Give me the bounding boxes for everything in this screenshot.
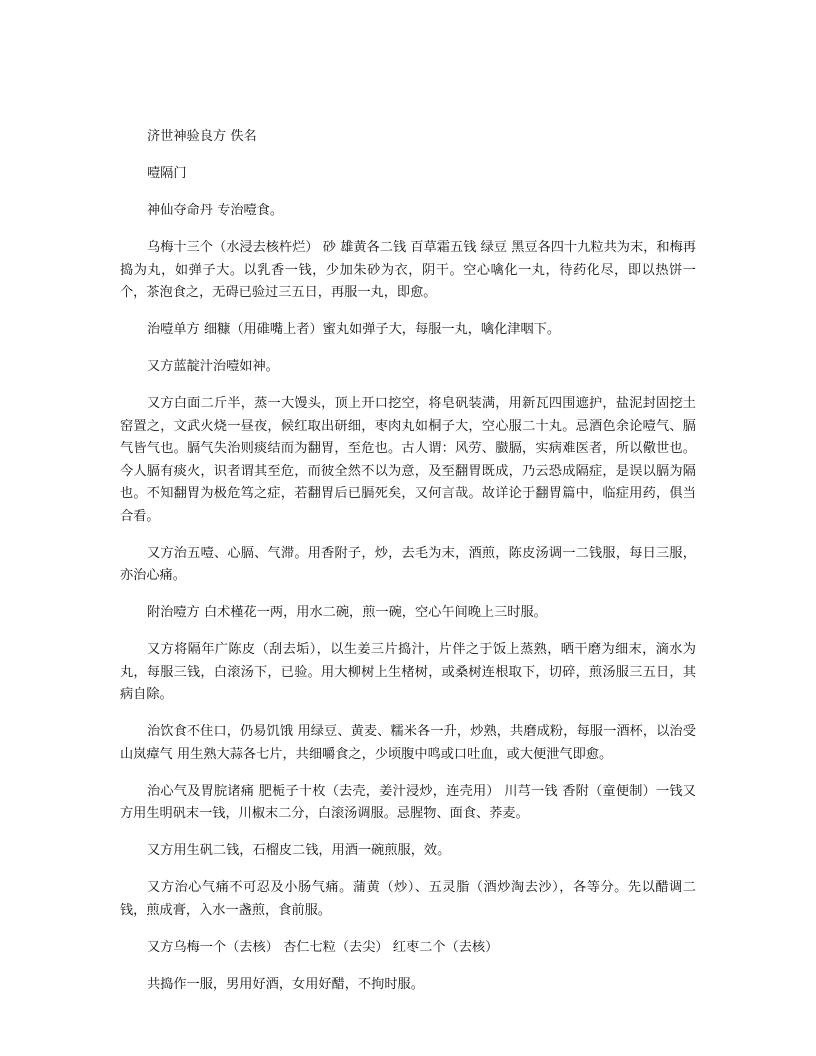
paragraph: 治饮食不住口，仍易饥饿 用绿豆、黄麦、糯米各一升，炒熟，共磨成粉，每服一酒杯，以治受山岚瘴气 用生熟大蒜各七片，共细嚼食之，少顷腹中鸣或口吐血，或大便泄气即愈。 bbox=[120, 724, 696, 762]
document-page bbox=[120, 126, 696, 1011]
paragraph: 治噎单方 细糠（用碓嘴上者）蜜丸如弹子大，每服一丸，噙化津咽下。 bbox=[147, 322, 561, 337]
paragraph: 又方用生矾二钱，石榴皮二钱，用酒一碗煎服，效。 bbox=[147, 843, 451, 858]
paragraph: 又方白面二斤半，蒸一大馒头，顶上开口挖空，将皂矾装满，用新瓦四围遮护，盐泥封固挖土窑置之，文武火烧一昼夜，候红取出研细，枣肉丸如桐子大，空心服二十丸。忌酒色余论噎气、膈气皆气也。膈气失治则痰结而为翻胃，至危也。古人谓：风劳、臌膈，实病难医者，所以儆世也。今人膈有痰火，识者谓其至危，而彼全然不以为意，及至翻胃既成，乃云恐成隔症，是误以膈为隔也。不知翻胃为极危笃之症，若翻胃后已膈死矣，又何言哉。故详论于翻胃篇中，临症用药，俱当合看。 bbox=[120, 396, 696, 524]
paragraph: 附治噎方 白术槿花一两，用水二碗，煎一碗，空心午间晚上三时服。 bbox=[147, 605, 547, 620]
paragraph: 又方治心气痛不可忍及小肠气痛。蒲黄（炒）、五灵脂（酒炒淘去沙），各等分。先以醋调二钱，煎成膏，入水一盏煎，食前服。 bbox=[120, 880, 696, 918]
paragraph: 共捣作一服，男用好酒，女用好醋，不拘时服。 bbox=[147, 976, 424, 992]
paragraph: 治心气及胃脘诸痛 肥栀子十枚（去壳，姜汁浸炒，连壳用） 川芎一钱 香附（童便制）一钱又方用生明矾末一钱，川椒末二分，白滚汤调服。忌腥物、面食、荞麦。 bbox=[120, 783, 696, 821]
section-heading: 噎隔门 bbox=[147, 166, 187, 181]
paragraph: 神仙夺命丹 专治噎食。 bbox=[147, 203, 284, 218]
paragraph: 又方治五噎、心膈、气滞。用香附子，炒，去毛为末，酒煎，陈皮汤调一二钱服，每日三服，亦治心痛。 bbox=[120, 545, 696, 583]
paragraph: 又方将隔年广陈皮（刮去垢），以生姜三片捣汁，片伴之于饭上蒸熟，晒干磨为细末，滴水为丸，每服三钱，白滚汤下，已验。用大柳树上生楮树，或桑树连根取下，切碎，煎汤服三五日，其病自除。 bbox=[120, 642, 696, 702]
document-title: 济世神验良方 佚名 bbox=[147, 129, 257, 144]
paragraph: 又方乌梅一个（去核） 杏仁七粒（去尖） 红枣二个（去核） bbox=[147, 939, 499, 955]
paragraph: 又方蓝靛汁治噎如神。 bbox=[147, 359, 279, 374]
paragraph: 乌梅十三个（水浸去核杵烂） 砂 雄黄各二钱 百草霜五钱 绿豆 黑豆各四十九粒共为末，和梅再捣为丸，如弹子大。以乳香一钱，少加朱砂为衣，阴干。空心噙化一丸，待药化尽，即以热饼一个，茶泡食之，无碍已验过三五日，再服一丸，即愈。 bbox=[120, 240, 696, 300]
